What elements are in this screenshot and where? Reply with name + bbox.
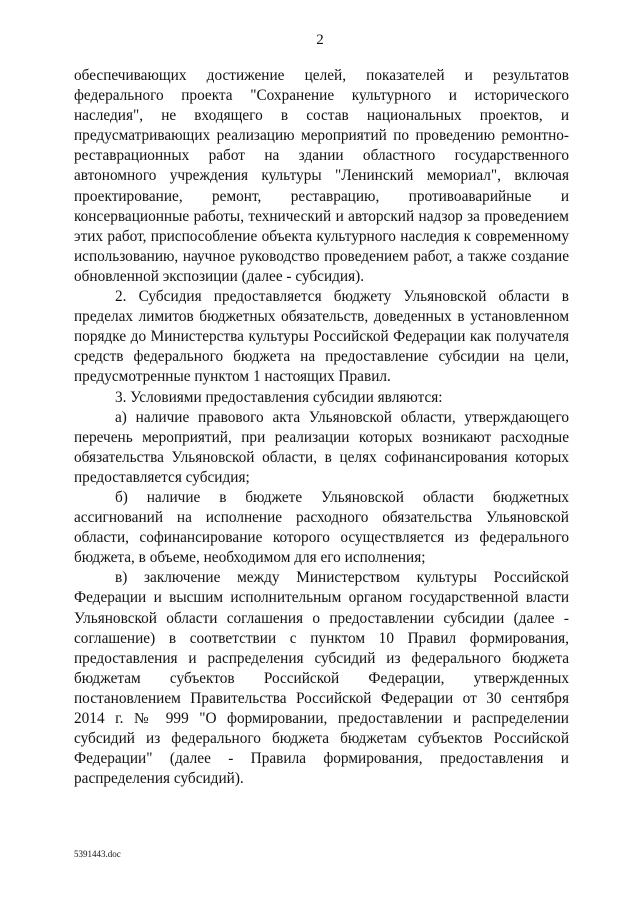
page-number: 2 — [316, 32, 324, 48]
paragraph-subitem-a: а) наличие правового акта Ульяновской области, утверждающего перечень мероприятий, при реализации которых возникают расходные обязательства Ульяновской области, в целях софинансирования которых предоставляется субсидия; — [74, 408, 569, 486]
paragraph-item-3: 3. Условиями предоставления субсидии являются: — [115, 388, 443, 406]
document-body — [74, 66, 569, 789]
paragraph-subitem-b: б) наличие в бюджете Ульяновской области бюджетных ассигнований на исполнение расходного обязательства Ульяновской области, софинансирование которого осуществляется из федерального бюджета, в объеме, необходимом для его исполнения; — [74, 488, 569, 567]
paragraph-subitem-v: в) заключение между Министерством культуры Российской Федерации и высшим исполнительным органом государственной власти Ульяновской области соглашения о предоставлении субсидии (далее - соглашение) в соответствии с пунктом 10 Правил формирования, предоставления и распределения субсидий из федерального бюджета бюджетам субъектов Российской Федерации, утвержденных постановлением Правительства Российской Федерации от 30 сентября 2014 г. № 999 "О формировании, предоставлении и распределении субсидий из федерального бюджета бюджетам субъектов Российской Федерации" (далее - Правила формирования, предоставления и распределения субсидий). — [74, 569, 569, 788]
paragraph-item-2: 2. Субсидия предоставляется бюджету Ульяновской области в пределах лимитов бюджетных обязательств, доведенных в установленном порядке до Министерства культуры Российской Федерации как получателя средств федерального бюджета на предоставление субсидии на цели, предусмотренные пунктом 1 настоящих Правил. — [74, 288, 569, 386]
footer-file-name: 5391443.doc — [74, 849, 121, 859]
paragraph-continuation: обеспечивающих достижение целей, показателей и результатов федерального проекта "Сохранение культурного и исторического наследия", не входящего в состав национальных проектов, и предусматривающих реализацию мероприятий по проведению ремонтно-реставрационных работ на здании областного государственного автономного учреждения культуры "Ленинский мемориал", включая проектирование, ремонт, реставрацию, противоаварийные и консервационные работы, технический и авторский надзор за проведением этих работ, приспособление объекта культурного наследия к современному использованию, научное руководство проведением работ, а также создание обновленной экспозиции (далее - субсидия). — [74, 67, 569, 285]
